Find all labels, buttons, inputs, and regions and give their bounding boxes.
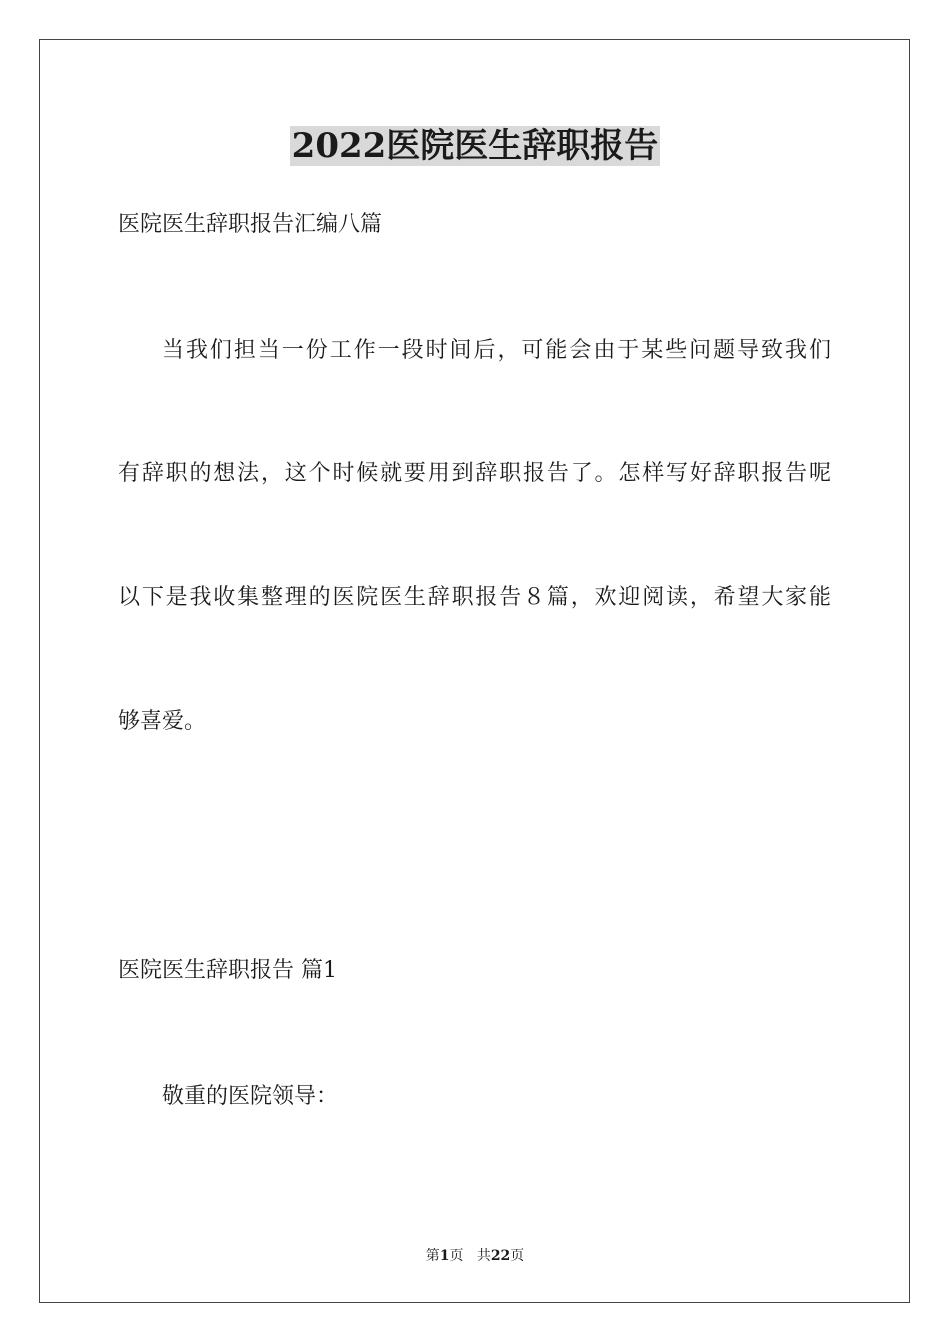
footer-total-pages: 22	[490, 1248, 511, 1264]
document-title	[0, 124, 950, 168]
intro-line-1: 当我们担当一份工作一段时间后，可能会由于某些问题导致我们	[162, 338, 832, 363]
section-heading: 医院医生辞职报告 篇1	[118, 958, 337, 983]
footer-prefix: 第	[425, 1248, 440, 1264]
intro-line-3: 以下是我收集整理的医院医生辞职报告８篇，欢迎阅读，希望大家能	[118, 585, 832, 610]
document-title-text: 2022医院医生辞职报告	[291, 126, 659, 166]
document-subtitle: 医院医生辞职报告汇编八篇	[118, 212, 383, 237]
intro-line-2: 有辞职的想法，这个时候就要用到辞职报告了。怎样写好辞职报告呢	[118, 461, 832, 486]
page-footer	[0, 1246, 950, 1266]
footer-current-page: 1	[439, 1248, 450, 1264]
footer-total-suffix: 页	[510, 1248, 525, 1264]
footer-page-word: 页	[449, 1248, 464, 1264]
intro-line-4: 够喜爱。	[118, 709, 207, 734]
salutation: 敬重的医院领导：	[162, 1084, 339, 1109]
footer-total-prefix: 共	[476, 1248, 491, 1264]
